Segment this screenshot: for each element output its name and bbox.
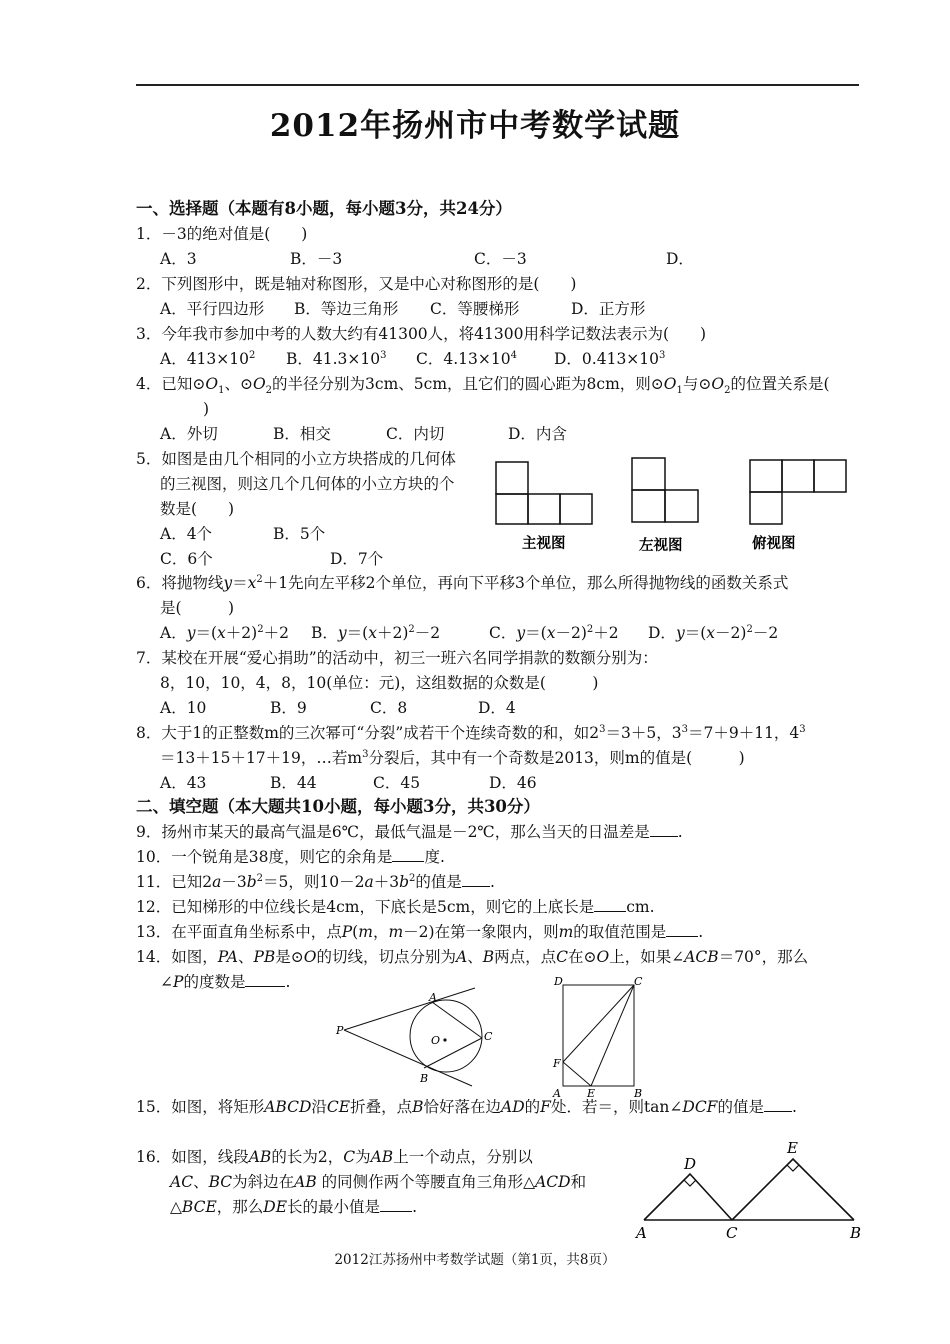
question-12: 12．已知梯形的中位线长是4cm，下底长是5cm，则它的上底长是 cm. xyxy=(136,898,655,916)
label-b: B xyxy=(634,1087,643,1100)
q2-option-c: C．等腰梯形 xyxy=(430,300,520,318)
q4-stem-end: ) xyxy=(203,400,210,418)
question-14-line2: ∠P的度数是 . xyxy=(160,973,291,991)
line-fe xyxy=(563,1062,591,1086)
question-2-stem: 2．下列图形中，既是轴对称图形，又是中心对称图形的是( ) xyxy=(136,275,577,293)
triangle-acd xyxy=(644,1174,732,1220)
q7-option-a: A．10 xyxy=(160,699,207,717)
q6-option-a: A．$y=(x+2)^2+2$ xyxy=(160,623,289,642)
top-view-cell xyxy=(814,460,846,492)
question-11: 11．已知$2a-3b^2=5$，则$10-2a+3b^2$的值是 . xyxy=(136,872,495,891)
question-14-line1: 14．如图，PA、PB是⊙O的切线，切点分别为A、B两点，点C在⊙O上，如果∠ACB＝70°，那么 xyxy=(136,948,809,966)
q6-option-c: C．$y=(x-2)^2+2$ xyxy=(489,623,619,642)
question-8-line1: 8．大于1的正整数m的三次幂可“分裂”成若干个连续奇数的和，如$2^3=3+5$，$3^3=7+9+11$，$4^3$ xyxy=(136,723,806,742)
q8-option-a: A．43 xyxy=(160,774,207,792)
left-view-caption: 左视图 xyxy=(639,538,683,554)
circle-o xyxy=(410,1000,482,1072)
question-7-line2: 8，10，10，4，8，10(单位：元)，这组数据的众数是( ) xyxy=(160,674,599,692)
question-10: 10．一个锐角是38度，则它的余角是 度. xyxy=(136,848,445,866)
label-a: A xyxy=(636,1224,647,1242)
question-1-stem: 1．－3的绝对值是( ) xyxy=(136,225,308,243)
question-7-line1: 7．某校在开展“爱心捐助”的活动中，初三一班六名同学捐款的数额分别为： xyxy=(136,649,658,667)
label-a: A xyxy=(553,1087,561,1100)
question-6-stem: 6．将抛物线$y=x^2+1$先向左平移2个单位，再向下平移3个单位，那么所得抛物线的函数关系式 xyxy=(136,573,789,592)
q4-option-a: A．外切 xyxy=(160,425,218,443)
line-ce xyxy=(591,985,634,1086)
q6-option-d: D．$y=(x-2)^2-2$ xyxy=(648,623,779,642)
main-view-cell xyxy=(496,462,528,494)
question-3-stem: 3．今年我市参加中考的人数大约有41300人，将41300用科学记数法表示为( ) xyxy=(136,325,707,343)
main-view-caption: 主视图 xyxy=(522,536,566,552)
top-view-caption: 俯视图 xyxy=(752,536,796,552)
q7-option-c: C．8 xyxy=(370,699,408,717)
q4-option-c: C．内切 xyxy=(386,425,445,443)
triangle-bce xyxy=(732,1159,854,1220)
q4-option-d: D．内含 xyxy=(508,425,567,443)
header-rule xyxy=(136,84,859,86)
question-9: 9．扬州市某天的最高气温是6℃，最低气温是－2℃，那么当天的日温差是 . xyxy=(136,823,683,841)
q8-option-c: C．45 xyxy=(373,774,421,792)
q1-option-a: A．3 xyxy=(160,250,197,268)
question-5-line3: 数是( ) xyxy=(160,500,235,518)
tangent-pb xyxy=(344,1030,472,1086)
question-16-line3: △BCE，那么DE长的最小值是 . xyxy=(170,1198,417,1216)
label-b: B xyxy=(420,1072,429,1085)
label-p: P xyxy=(336,1024,344,1037)
q6-option-b: B．$y=(x+2)^2-2$ xyxy=(311,623,441,642)
figure-14-circle-tangents xyxy=(332,990,512,1090)
figure-15-rectangle-fold xyxy=(548,975,658,1105)
page-footer: 2012江苏扬州中考数学试题（第1页，共8页） xyxy=(334,1252,616,1268)
q6-stem-end: 是( ) xyxy=(160,599,235,617)
q7-option-d: D．4 xyxy=(478,699,516,717)
question-15: 15．如图，将矩形ABCD沿CE折叠，点B恰好落在边AD的F处．若＝，则tan∠DCF的值是 . xyxy=(136,1098,797,1116)
label-c: C xyxy=(484,1030,493,1043)
q5-option-b: B．5个 xyxy=(273,525,326,543)
q5-option-d: D．7个 xyxy=(330,550,384,568)
q16-line3-tail: 长的最小值是 xyxy=(287,1198,381,1216)
label-o: O xyxy=(431,1034,441,1047)
left-view-cell xyxy=(632,458,665,490)
page-title: 2012年扬州市中考数学试题 xyxy=(269,108,681,144)
top-view-cell xyxy=(750,492,782,524)
q3-option-c: C．$4.13\times 10^4$ xyxy=(416,349,517,368)
q1-option-c: C．－3 xyxy=(474,250,527,268)
q3-option-b: B．$41.3\times 10^3$ xyxy=(286,349,387,368)
q5-option-a: A．4个 xyxy=(160,525,213,543)
figure-16-triangles xyxy=(632,1135,872,1245)
main-view-cell xyxy=(560,494,592,524)
q1-option-b: B．－3 xyxy=(290,250,343,268)
question-8-line2: ＝13＋15＋17＋19，…若$m^3$分裂后，其中有一个奇数是2013，则m的值是( ) xyxy=(160,748,745,767)
question-4-stem: 4．已知$⊙O_1$、$⊙O_2$的半径分别为3cm、5cm，且它们的圆心距为8cm，则$⊙O_1$与$⊙O_2$的位置关系是( xyxy=(136,375,830,397)
line-cf xyxy=(563,985,634,1062)
label-d: D xyxy=(554,975,563,988)
label-c: C xyxy=(726,1224,738,1242)
main-view-cell xyxy=(528,494,560,524)
q7-option-b: B．9 xyxy=(270,699,307,717)
q3-option-d: D．$0.413\times 10^3$ xyxy=(554,349,666,368)
right-angle-mark-e xyxy=(787,1165,799,1171)
question-5-line2: 的三视图，则这几个几何体的小立方块的个 xyxy=(160,475,455,493)
center-dot xyxy=(443,1038,446,1041)
q8-option-b: B．44 xyxy=(270,774,317,792)
label-b: B xyxy=(850,1224,862,1242)
label-e: E xyxy=(587,1087,596,1100)
label-c: C xyxy=(634,975,643,988)
main-view-cell xyxy=(496,494,528,524)
q4-option-b: B．相交 xyxy=(273,425,331,443)
left-view-cell xyxy=(665,490,698,522)
section-heading-choice: 一、选择题（本题有8小题，每小题3分，共24分） xyxy=(136,199,512,218)
top-view-cell xyxy=(782,460,814,492)
question-5-line1: 5．如图是由几个相同的小立方块搭成的几何体 xyxy=(136,450,456,468)
q2-option-b: B．等边三角形 xyxy=(294,300,399,318)
question-13: 13．在平面直角坐标系中，点P(m，m－2)在第一象限内，则m的取值范围是 . xyxy=(136,923,704,941)
chord-ac xyxy=(432,1002,482,1038)
q2-option-d: D．正方形 xyxy=(571,300,646,318)
section-heading-fill: 二、填空题（本大题共10小题，每小题3分，共30分） xyxy=(136,797,540,816)
question-16-line2: AC、BC为斜边在AB 的同侧作两个等腰直角三角形△ACD和 xyxy=(170,1173,587,1191)
q5-option-c: C．6个 xyxy=(160,550,213,568)
right-angle-mark-d xyxy=(684,1180,696,1186)
q2-option-a: A．平行四边形 xyxy=(160,300,265,318)
label-a: A xyxy=(429,991,437,1004)
three-views-figure xyxy=(494,458,854,558)
q3-option-a: A．$413\times 10^2$ xyxy=(160,349,256,368)
left-view-cell xyxy=(632,490,665,522)
q1-option-d: D． xyxy=(666,250,694,268)
q8-option-d: D．46 xyxy=(489,774,537,792)
tangent-pa xyxy=(344,988,475,1030)
top-view-cell xyxy=(750,460,782,492)
question-16-line1: 16．如图，线段AB的长为2，C为AB上一个动点，分别以 xyxy=(136,1148,533,1166)
label-d: D xyxy=(684,1155,697,1173)
label-f: F xyxy=(553,1057,561,1070)
label-e: E xyxy=(787,1139,798,1157)
